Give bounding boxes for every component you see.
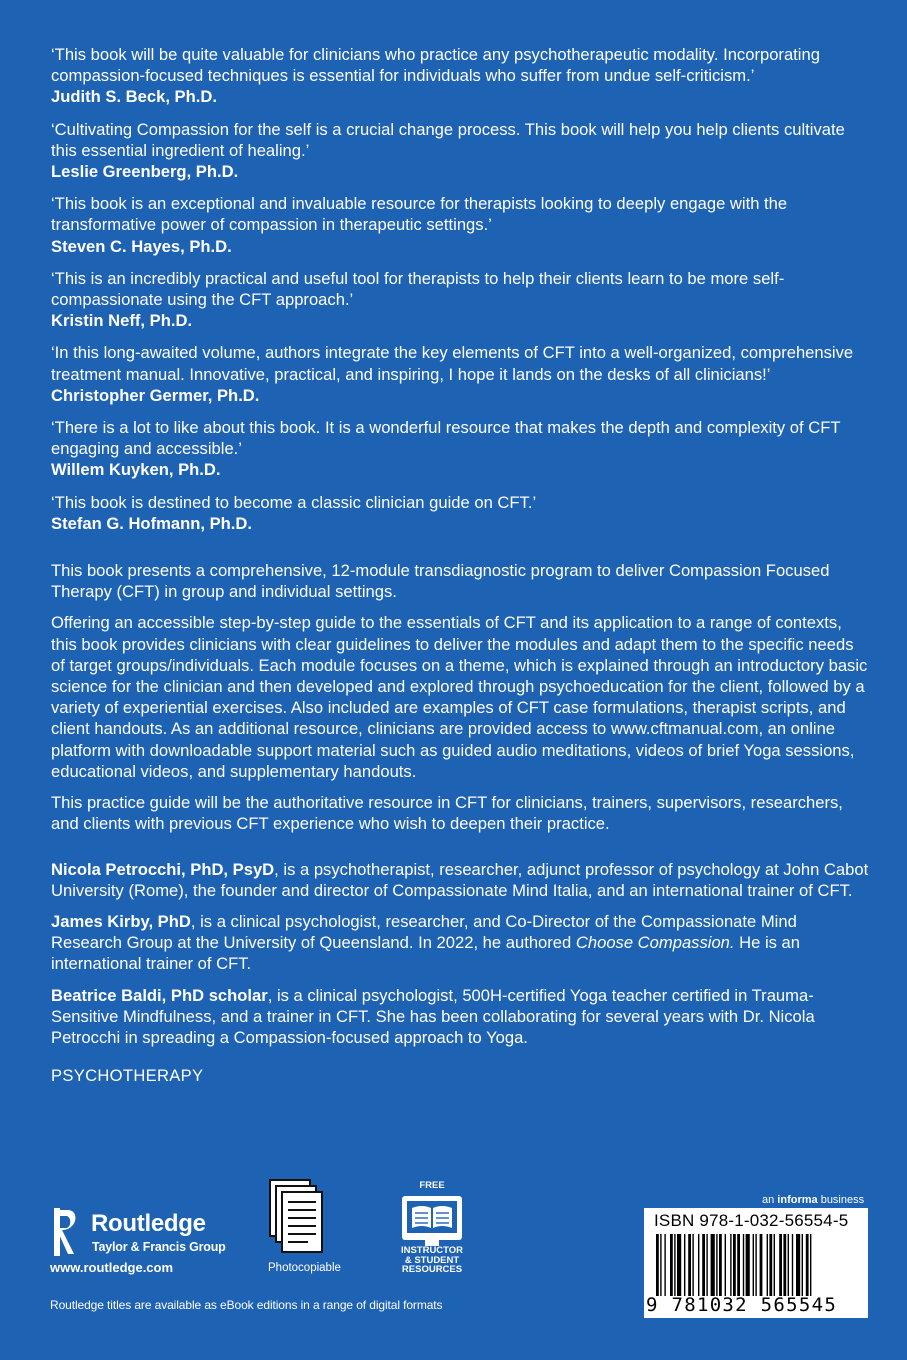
author-bio xyxy=(51,859,871,901)
endorsement-quote: ‘In this long-awaited volume, authors integrate the key elements of CFT into a well-organized, comprehensive treatment manual. Innovative, practical, and inspiring, I hope it lands on the desks of all clinicians!’ xyxy=(51,343,854,384)
author-name: Nicola Petrocchi, PhD, PsyD xyxy=(51,859,275,879)
photocopiable-label: Photocopiable xyxy=(268,1262,341,1274)
barcode-bar xyxy=(806,1234,809,1296)
endorsement xyxy=(51,193,871,257)
barcode-bar xyxy=(792,1234,793,1296)
informa-suffix: business xyxy=(817,1194,865,1206)
instructor-line: RESOURCES xyxy=(401,1264,463,1275)
barcode-bar xyxy=(692,1234,693,1296)
description-paragraph: This book presents a comprehensive, 12-module transdiagnostic program to deliver Compassion Focused Therapy (CFT) in group and individual settings. xyxy=(51,561,830,602)
barcode-bar xyxy=(706,1234,707,1296)
endorsement-quote: ‘Cultivating Compassion for the self is a crucial change process. This book will help you help clients cultivate this essential ingredient of healing.’ xyxy=(51,119,845,160)
barcode-bar xyxy=(743,1234,744,1296)
barcode-bar xyxy=(774,1234,775,1296)
footer xyxy=(0,1172,907,1360)
barcode-bar xyxy=(656,1234,659,1296)
endorsement-author: Judith S. Beck, Ph.D. xyxy=(51,87,217,107)
barcode-bar xyxy=(674,1234,675,1296)
endorsement-author: Stefan G. Hofmann, Ph.D. xyxy=(51,513,252,533)
routledge-logo xyxy=(50,1206,250,1266)
description-paragraph: Offering an accessible step-by-step guide to the essentials of CFT and its application to a range of contexts, this book provides clinicians with clear guidelines to deliver the modules and adapt them to the specific needs of target groups/individuals. Each module focuses on a theme, which is explained through an introductory basic science for the clinician and then developed and explored through psychoeducation for the client, followed by a variety of experiential exercises. Also included are examples of CFT case formulations, therapist scripts, and client handouts. As an additional resource, clinicians are provided access to www.cftmanual.com, an online platform with downloadable support material such as guided audio meditations, videos of brief Yoga sessions, educational videos, and supplementary handouts. xyxy=(51,613,868,781)
photocopiable-icon xyxy=(268,1178,326,1256)
barcode-bar xyxy=(796,1234,800,1296)
isbn: ISBN 978-1-032-56554-5 xyxy=(654,1211,849,1230)
endorsement-quote: ‘There is a lot to like about this book. It is a wonderful resource that makes the depth and complexity of CFT engaging and accessible.’ xyxy=(51,418,841,459)
barcode-bar xyxy=(788,1234,789,1296)
barcode-bar xyxy=(716,1234,717,1296)
author-bio-text: , is a clinical psychologist, researcher, and Co-Director of the Compassionate Mind Research Group at the University of Queensland. In 2022, he authored xyxy=(51,911,797,953)
instructor-line: & STUDENT xyxy=(404,1254,460,1266)
barcode-bar xyxy=(664,1234,665,1296)
barcode-bar xyxy=(730,1234,731,1296)
barcode-bar xyxy=(737,1234,740,1296)
endorsement xyxy=(51,342,871,406)
informa-prefix: an xyxy=(762,1194,778,1206)
barcode-bar xyxy=(719,1234,722,1296)
barcode-bar xyxy=(783,1234,786,1296)
endorsement-author: Christopher Germer, Ph.D. xyxy=(51,385,260,405)
endorsement xyxy=(51,417,871,481)
endorsement-author: Leslie Greenberg, Ph.D. xyxy=(51,162,239,182)
book-title: Choose Compassion. xyxy=(575,933,735,953)
endorsement xyxy=(51,44,871,108)
endorsement-author: Kristin Neff, Ph.D. xyxy=(51,311,193,331)
barcode-bar xyxy=(753,1234,754,1296)
subject-category: PSYCHOTHERAPY xyxy=(51,1066,204,1086)
publisher-name: Routledge xyxy=(91,1210,206,1237)
endorsement-author: Steven C. Hayes, Ph.D. xyxy=(51,236,232,256)
author-bio-text: , is a clinical psychologist, 500H-certified Yoga teacher certified in Trauma-Sensitive Mindfulness, and a trainer in CFT. She has been collaborating for several years with Dr. Nicola Petrocchi in spreading a Compassion-focused approach to Yoga. xyxy=(51,985,815,1047)
barcode-bars xyxy=(656,1234,856,1300)
cover-text xyxy=(51,44,871,1086)
endorsement-quote: ‘This is an incredibly practical and useful tool for therapists to help their clients learn to be more self-compassionate using the CFT approach.’ xyxy=(51,268,785,310)
endorsement xyxy=(51,268,871,332)
barcode-bar xyxy=(769,1234,772,1296)
endorsement xyxy=(51,119,871,183)
barcode-bar xyxy=(779,1234,782,1296)
barcode-bar xyxy=(810,1234,811,1296)
free-label: FREE xyxy=(419,1180,445,1191)
barcode-bar xyxy=(711,1234,715,1296)
barcode-bar xyxy=(677,1234,681,1296)
endorsement xyxy=(51,492,871,534)
publisher-group: Taylor & Francis Group xyxy=(92,1240,226,1254)
informa-tagline xyxy=(762,1194,864,1206)
description-paragraph: This practice guide will be the authoritative resource in CFT for clinicians, trainers, supervisors, researchers, and clients with previous CFT experience who wish to deepen their practice. xyxy=(51,793,843,834)
author-name: Beatrice Baldi, PhD scholar xyxy=(51,985,268,1005)
barcode-bar xyxy=(670,1234,673,1296)
endorsement-quote: ‘This book is an exceptional and invaluable resource for therapists looking to deeply engage with the transformative power of compassion in therapeutic settings.’ xyxy=(51,194,788,235)
barcode-bar xyxy=(702,1234,705,1296)
endorsement-author: Willem Kuyken, Ph.D. xyxy=(51,460,221,480)
informa-brand: informa xyxy=(777,1194,818,1206)
barcode-bar xyxy=(688,1234,691,1296)
barcode-bar xyxy=(755,1234,756,1296)
barcode-bar xyxy=(733,1234,736,1296)
routledge-r-icon xyxy=(50,1206,80,1258)
author-bio xyxy=(51,911,871,975)
endorsement-quote: ‘This book will be quite valuable for clinicians who practice any psychotherapeutic modality. Incorporating compassion-focused techniques is essential for individuals who suffer from undue self-criticism.’ xyxy=(51,45,820,86)
author-bio-text: He is an international trainer of CFT. xyxy=(51,933,801,974)
author-bio-text: , is a psychotherapist, researcher, adjunct professor of psychology at John Cabot University (Rome), the founder and director of Compassionate Mind Italia, and an international trainer of CFT. xyxy=(51,859,869,900)
barcode-bar xyxy=(684,1234,685,1296)
barcode xyxy=(644,1208,868,1318)
barcode-bar xyxy=(725,1234,726,1296)
author-bios-section xyxy=(51,859,871,1049)
barcode-digits: 9 781032 565545 xyxy=(646,1294,838,1316)
instructor-line: INSTRUCTOR xyxy=(400,1245,464,1256)
barcode-bar xyxy=(746,1234,750,1296)
publisher-url[interactable]: www.routledge.com xyxy=(50,1260,174,1275)
barcode-bar xyxy=(802,1234,803,1296)
barcode-bar xyxy=(698,1234,699,1296)
barcode-bar xyxy=(660,1234,661,1296)
barcode-bar xyxy=(767,1234,768,1296)
instructor-resources-label xyxy=(390,1246,474,1275)
ebook-note: Routledge titles are available as eBook editions in a range of digital formats xyxy=(50,1298,443,1312)
barcode-bar xyxy=(760,1234,763,1296)
endorsements-section xyxy=(51,44,871,534)
endorsement-quote: ‘This book is destined to become a classic clinician guide on CFT.’ xyxy=(51,492,537,512)
description-section xyxy=(51,560,871,834)
author-bio xyxy=(51,985,871,1049)
author-name: James Kirby, PhD xyxy=(51,911,191,931)
